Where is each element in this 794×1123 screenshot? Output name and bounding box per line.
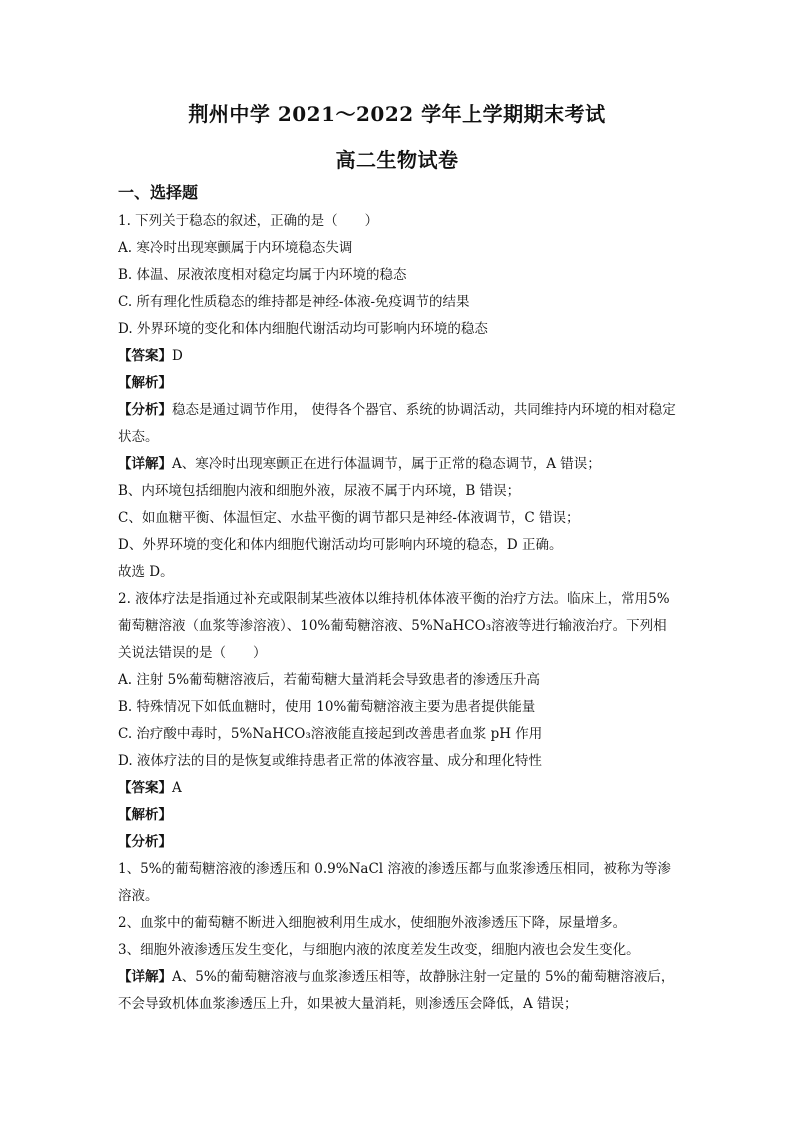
line-text: C. 所有理化性质稳态的维持都是神经-体液-免疫调节的结果	[118, 294, 470, 310]
line-text: C. 治疗酸中毒时，5%NaHCO₃溶液能直接起到改善患者血浆 pH 作用	[118, 726, 543, 742]
text-line	[118, 289, 678, 316]
text-line	[118, 343, 678, 370]
line-text: B、内环境包括细胞内液和细胞外液，尿液不属于内环境，B 错误；	[118, 483, 521, 499]
line-tag: 【答案】	[118, 780, 172, 796]
line-text: 1. 下列关于稳态的叙述，正确的是（ ）	[118, 213, 379, 229]
text-line	[118, 370, 678, 397]
line-tag: 【分析】	[118, 834, 172, 850]
document-title: 荆州中学 2021～2022 学年上学期期末考试	[188, 102, 606, 126]
text-line	[118, 316, 678, 343]
text-line	[118, 829, 678, 856]
line-text: C、如血糖平衡、体温恒定、水盐平衡的调节都只是神经-体液调节，C 错误；	[118, 510, 580, 526]
line-text: A、寒冷时出现寒颤正在进行体温调节，属于正常的稳态调节，A 错误；	[172, 456, 601, 472]
text-line	[118, 667, 678, 694]
line-text: D. 外界环境的变化和体内细胞代谢活动均可影响内环境的稳态	[118, 321, 488, 337]
line-text: 3、细胞外液渗透压发生变化，与细胞内液的浓度差发生改变，细胞内液也会发生变化。	[118, 942, 640, 958]
line-tag: 【详解】	[118, 456, 172, 472]
text-line	[118, 910, 678, 937]
question-content	[118, 208, 678, 1018]
text-line	[118, 235, 678, 262]
line-text: A、5%的葡萄糖溶液与血浆渗透压相等，故静脉注射一定量的 5%的葡萄糖溶液后，不会导致机体血浆渗透压上升，如果被大量消耗，则渗透压会降低，A 错误；	[118, 969, 675, 1012]
text-line	[118, 559, 678, 586]
text-line	[118, 721, 678, 748]
line-text: 稳态是通过调节作用， 使得各个器官、系统的协调活动，共同维持内环境的相对稳定状态。	[118, 402, 676, 445]
text-line	[118, 532, 678, 559]
line-text: D	[172, 348, 183, 364]
line-text: 故选 D。	[118, 564, 174, 580]
line-tag: 【解析】	[118, 807, 172, 823]
line-text: D. 液体疗法的目的是恢复或维持患者正常的体液容量、成分和理化特性	[118, 753, 542, 769]
text-line	[118, 775, 678, 802]
line-text: B. 特殊情况下如低血糖时，使用 10%葡萄糖溶液主要为患者提供能量	[118, 699, 536, 715]
line-text: A. 寒冷时出现寒颤属于内环境稳态失调	[118, 240, 353, 256]
line-text: A. 注射 5%葡萄糖溶液后，若葡萄糖大量消耗会导致患者的渗透压升高	[118, 672, 541, 688]
text-line	[118, 505, 678, 532]
text-line	[118, 856, 678, 910]
text-line	[118, 478, 678, 505]
line-tag: 【分析】	[118, 402, 172, 418]
line-text: 2. 液体疗法是指通过补充或限制某些液体以维持机体体液平衡的治疗方法。临床上，常用5%葡萄糖溶液（血浆等渗溶液）、10%葡萄糖溶液、5%NaHCO₃溶液等进行输液治疗。下列相关说法错误的是（ ）	[118, 591, 670, 661]
text-line	[118, 964, 678, 1018]
line-text: 2、血浆中的葡萄糖不断进入细胞被利用生成水，使细胞外液渗透压下降，尿量增多。	[118, 915, 627, 931]
line-text: D、外界环境的变化和体内细胞代谢活动均可影响内环境的稳态，D 正确。	[118, 537, 563, 553]
text-line	[118, 748, 678, 775]
text-line	[118, 802, 678, 829]
text-line	[118, 262, 678, 289]
text-line	[118, 586, 678, 667]
line-text: B. 体温、尿液浓度相对稳定均属于内环境的稳态	[118, 267, 407, 283]
line-text: A	[172, 780, 182, 796]
line-text: 1、5%的葡萄糖溶液的渗透压和 0.9%NaCl 溶液的渗透压都与血浆渗透压相同，被称为等渗溶液。	[118, 861, 671, 904]
line-tag: 【解析】	[118, 375, 172, 391]
document-subtitle: 高二生物试卷	[335, 148, 459, 172]
text-line	[118, 451, 678, 478]
line-tag: 【答案】	[118, 348, 172, 364]
text-line	[118, 397, 678, 451]
text-line	[118, 694, 678, 721]
text-line	[118, 937, 678, 964]
section-heading: 一、选择题	[118, 183, 199, 202]
text-line	[118, 208, 678, 235]
line-tag: 【详解】	[118, 969, 172, 985]
